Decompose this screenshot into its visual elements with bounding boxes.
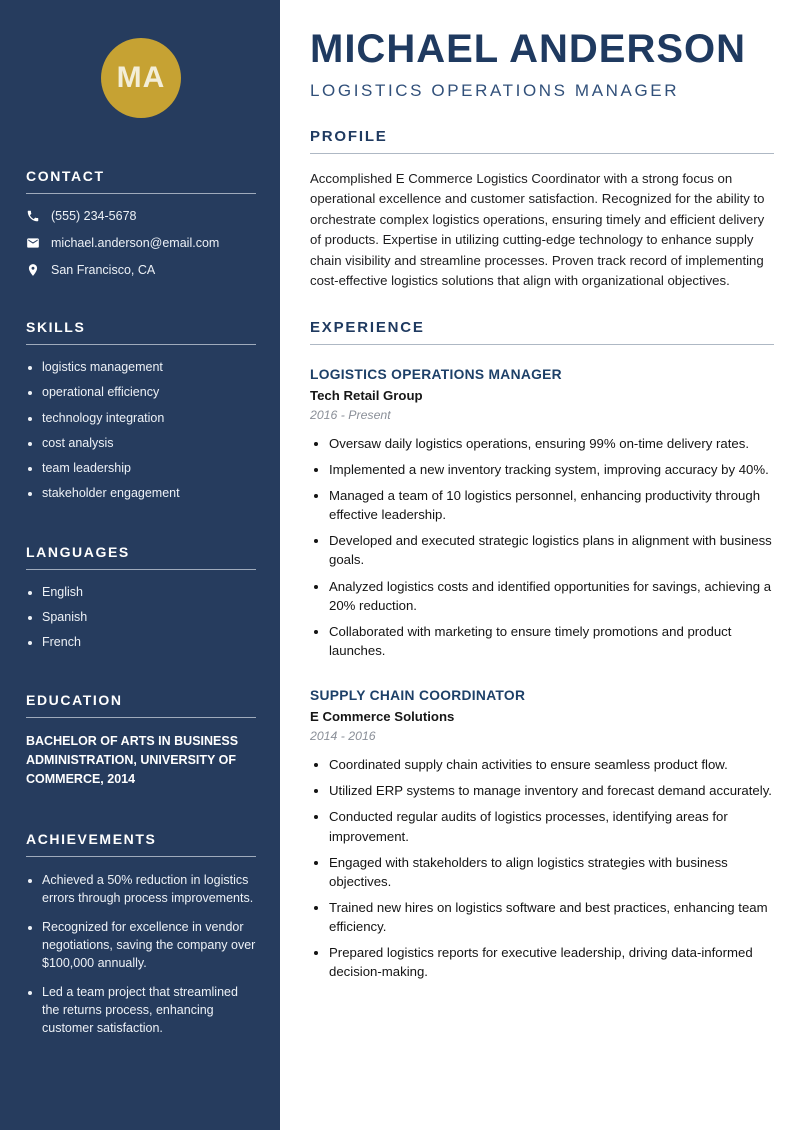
contact-phone: (555) 234-5678 (51, 209, 137, 223)
job-company: Tech Retail Group (310, 387, 423, 403)
job-bullet: • Conducted regular audits of logistics processes, identifying areas for improvement. (329, 807, 774, 845)
job-bullet: • Utilized ERP systems to manage inventory and forecast demand accurately. (329, 781, 774, 800)
education-degree: BACHELOR OF ARTS IN BUSINESS ADMINISTRATION, UNIVERSITY OF COMMERCE, 2014 (26, 734, 239, 786)
job-bullet: • Engaged with stakeholders to align logistics strategies with business objectives. (329, 853, 774, 891)
sidebar (0, 0, 280, 1130)
job-bullet: • Coordinated supply chain activities to ensure seamless product flow. (329, 755, 774, 774)
job-bullet: • Collaborated with marketing to ensure timely promotions and product launches. (329, 622, 774, 660)
skill-item: • logistics management (42, 359, 256, 375)
education-heading: EDUCATION (26, 692, 256, 718)
achievement-item: • Led a team project that streamlined the returns process, enhancing customer satisfaction. (42, 983, 256, 1037)
section-divider (310, 344, 774, 345)
achievements-section (26, 831, 256, 1038)
skill-item: • stakeholder engagement (42, 485, 256, 501)
language-item: • Spanish (42, 609, 256, 625)
skill-item: • technology integration (42, 410, 256, 426)
skills-heading: SKILLS (26, 319, 256, 345)
contact-email-row (26, 236, 256, 250)
contact-email: michael.anderson@email.com (51, 236, 220, 250)
achievement-item: • Achieved a 50% reduction in logistics errors through process improvements. (42, 871, 256, 907)
language-item: • English (42, 584, 256, 600)
profile-section (310, 128, 774, 292)
job-title: LOGISTICS OPERATIONS MANAGER (310, 366, 562, 382)
section-divider (310, 153, 774, 154)
contact-location: San Francisco, CA (51, 263, 156, 277)
language-item: • French (42, 634, 256, 650)
job-bullet: • Prepared logistics reports for executive leadership, driving data-informed decision-making. (329, 943, 774, 981)
job-bullet: • Analyzed logistics costs and identified opportunities for savings, achieving a 20% reduction. (329, 577, 774, 615)
experience-heading: EXPERIENCE (310, 318, 425, 336)
job-dates: 2016 - Present (310, 407, 391, 422)
job-dates: 2014 - 2016 (310, 729, 376, 744)
job-bullet: • Implemented a new inventory tracking system, improving accuracy by 40%. (329, 460, 774, 479)
skill-item: • cost analysis (42, 435, 256, 451)
languages-section (26, 544, 256, 651)
languages-heading: LANGUAGES (26, 544, 256, 570)
achievements-heading: ACHIEVEMENTS (26, 831, 256, 857)
job-bullet-list (310, 434, 774, 660)
location-pin-icon (26, 263, 40, 277)
candidate-name: MICHAEL ANDERSON (310, 27, 747, 71)
achievements-list (26, 871, 256, 1038)
contact-list (26, 209, 256, 277)
job-bullet: • Managed a team of 10 logistics personnel, enhancing productivity through effective leadership. (329, 486, 774, 524)
avatar-initials: MA (116, 61, 166, 94)
job-bullet: • Developed and executed strategic logistics plans in alignment with business goals. (329, 531, 774, 569)
experience-section (310, 319, 774, 982)
experience-entry (310, 688, 774, 981)
resume-body (280, 0, 800, 1130)
job-company: E Commerce Solutions (310, 709, 455, 725)
profile-text: Accomplished E Commerce Logistics Coordinator with a strong focus on operational excellence and customer satisfaction. Recognized for the ability to orchestrate complex logistics operations, ensuring timely and efficient delivery of products. Expertise in utilizing cutting-edge technology to enhance supply chain visibility and streamline processes. Proven track record of implementing cost-effective logistics solutions that align with organizational objectives. (310, 171, 765, 289)
profile-heading: PROFILE (310, 128, 388, 145)
skill-item: • team leadership (42, 460, 256, 476)
skills-section (26, 319, 256, 502)
languages-list (26, 584, 256, 651)
job-bullet: • Oversaw daily logistics operations, ensuring 99% on-time delivery rates. (329, 434, 774, 453)
avatar (101, 38, 181, 118)
education-section (26, 692, 256, 788)
skills-list (26, 359, 256, 502)
job-bullet-list (310, 755, 774, 981)
contact-section (26, 168, 256, 277)
phone-icon (26, 209, 40, 223)
email-icon (26, 236, 40, 250)
achievement-item: • Recognized for excellence in vendor negotiations, saving the company over $100,000 annually. (42, 918, 256, 972)
contact-phone-row (26, 209, 256, 223)
experience-entry (310, 367, 774, 660)
contact-heading: CONTACT (26, 168, 256, 194)
job-bullet: • Trained new hires on logistics software and best practices, enhancing team efficiency. (329, 898, 774, 936)
candidate-title: LOGISTICS OPERATIONS MANAGER (310, 81, 680, 100)
job-title: SUPPLY CHAIN COORDINATOR (310, 688, 526, 704)
contact-location-row (26, 263, 256, 277)
skill-item: • operational efficiency (42, 384, 256, 400)
